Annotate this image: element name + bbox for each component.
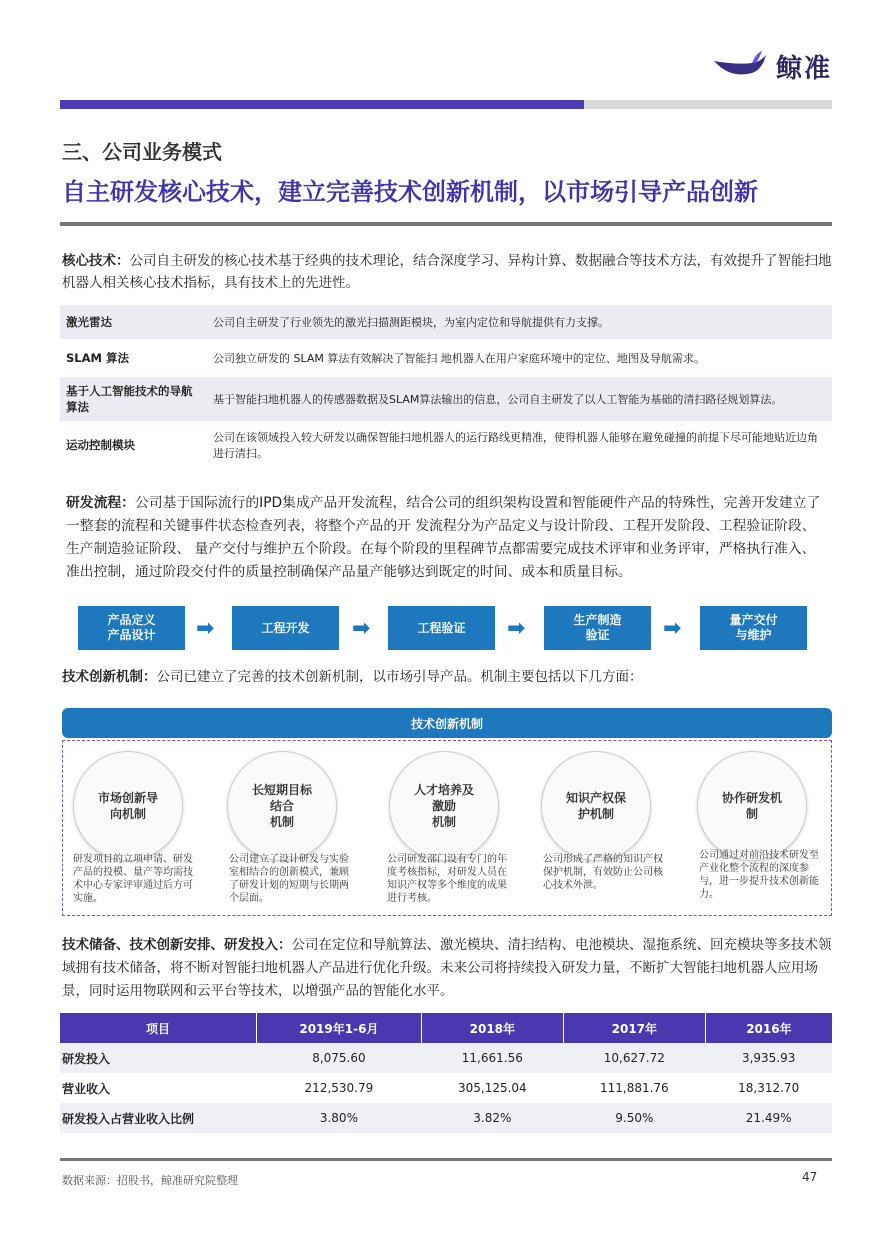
innovation-paragraph: [62, 666, 832, 688]
rd-process-text: 公司基于国际流行的IPD集成产品开发流程，结合公司的组织架构设置和智能硬件产品的特殊性，完善开发建立了一整套的流程和关键事件状态检查列表，将整个产品的开 发流程分为产品定义与设计阶段、工程开发阶段、工程验证阶段、生产制造验证阶段、 量产交付与维护五个阶段。在每个阶段的里程碑节点都需要完成技术评审和业务评审，严格执行准入、准出控制，通过阶段交付件的质量控制确保产品量产能够达到既定的时间、成本和质量目标。: [66, 495, 821, 580]
rd-investment-table: [60, 1013, 832, 1133]
table-row: [60, 1103, 832, 1133]
mechanism-desc: 公司形成了严格的知识产权保护机制，有效防止公司核心技术外泄。: [543, 854, 663, 891]
flow-step: 工程开发: [232, 606, 339, 650]
table-cell: 305,125.04: [421, 1073, 563, 1103]
flow-step: 工程验证: [388, 606, 495, 650]
whale-icon: [712, 49, 768, 85]
tech-name: 激光雷达: [66, 315, 112, 329]
tech-name: 基于人工智能技术的导航算法: [66, 384, 193, 414]
core-tech-table: [60, 305, 832, 469]
data-source: 数据来源：招股书，鲸准研究院整理: [62, 1174, 238, 1187]
column-header: 项目: [60, 1013, 257, 1043]
column-header: 2016年: [705, 1013, 832, 1043]
tech-name: 运动控制模块: [66, 438, 135, 452]
column-header: 2019年1-6月: [257, 1013, 422, 1043]
table-cell: 18,312.70: [705, 1073, 832, 1103]
core-tech-text: 公司自主研发的核心技术基于经典的技术理论，结合深度学习、异构计算、数据融合等技术方法，有效提升了智能扫地机器人相关核心技术指标，具有技术上的先进性。: [62, 253, 832, 291]
table-header-row: [60, 1013, 832, 1043]
footer-divider: [60, 1158, 832, 1161]
table-row: [60, 421, 832, 469]
table-cell: 21.49%: [705, 1103, 832, 1133]
brand-logo: [712, 48, 832, 85]
flow-step: 产品定义 产品设计: [78, 606, 185, 650]
rd-process-paragraph: [66, 492, 828, 584]
process-flow: [60, 606, 832, 650]
core-tech-paragraph: [62, 250, 832, 294]
table-row: [60, 339, 832, 377]
table-cell: 212,530.79: [257, 1073, 422, 1103]
tech-desc: 基于智能扫地机器人的传感器数据及SLAM算法输出的信息，公司自主研发了以人工智能为基础的清扫路径规划算法。: [213, 393, 783, 406]
flow-step: 量产交付 与维护: [700, 606, 807, 650]
core-tech-label: 核心技术：: [62, 253, 130, 269]
arrow-right-icon: ➡: [507, 616, 526, 641]
mechanism-circle: 协作研发机 制: [697, 751, 807, 861]
mechanism-desc: 公司通过对前沿技术研发至产业化整个流程的深度参与，进一步提升技术创新能力。: [699, 850, 819, 900]
mechanism-circle: 人才培养及 激励 机制: [389, 751, 499, 861]
table-row: [60, 1043, 832, 1073]
brand-name: 鲸准: [775, 54, 832, 84]
table-cell: 3.80%: [257, 1103, 422, 1133]
table-cell: 111,881.76: [563, 1073, 705, 1103]
tech-desc: 公司在该领域投入较大研发以确保智能扫地机器人的运行路线更精准，使得机器人能够在避免碰撞的前提下尽可能地贴近边角进行清扫。: [213, 431, 818, 460]
table-row: [60, 377, 832, 421]
flow-step: 生产制造 验证: [544, 606, 651, 650]
table-cell: 8,075.60: [257, 1043, 422, 1073]
tech-reserve-text: 公司在定位和导航算法、激光模块、清扫结构、电池模块、湿拖系统、回充模块等多技术领域拥有技术储备，将不断对智能扫地机器人产品进行优化升级。未来公司将持续投入研发力量，不断扩大智能扫地机器人应用场景，同时运用物联网和云平台等技术，以增强产品的智能化水平。: [62, 937, 832, 999]
mechanism-header: 技术创新机制: [62, 708, 832, 738]
mechanism-circle: 知识产权保 护机制: [541, 751, 651, 861]
row-label: 研发投入: [60, 1043, 257, 1073]
page-title: 自主研发核心技术，建立完善技术创新机制，以市场引导产品创新: [62, 178, 758, 206]
table-cell: 11,661.56: [421, 1043, 563, 1073]
mechanism-frame: [62, 740, 832, 916]
table-row: [60, 305, 832, 339]
table-cell: 9.50%: [563, 1103, 705, 1133]
table-cell: 3.82%: [421, 1103, 563, 1133]
mechanism-desc: 研发项目的立项申请、研发产品的投模、量产等均需技术中心专家评审通过后方可实施。: [73, 854, 193, 904]
header-bar-gray: [584, 100, 832, 109]
row-label: 研发投入占营业收入比例: [60, 1103, 257, 1133]
tech-desc: 公司独立研发的 SLAM 算法有效解决了智能扫 地机器人在用户家庭环境中的定位、地图及导航需求。: [213, 352, 705, 365]
table-cell: 3,935.93: [705, 1043, 832, 1073]
mechanism-desc: 公司建立了设计研发与实验室相结合的创新模式，兼顾了研发计划的短期与长期两个层面。: [229, 854, 349, 904]
mechanism-desc: 公司研发部门设有专门的年度考核指标，对研发人员在知识产权等多个维度的成果进行考核。: [387, 854, 507, 904]
column-header: 2018年: [421, 1013, 563, 1043]
innovation-label: 技术创新机制：: [62, 669, 157, 685]
page-number: 47: [802, 1170, 818, 1184]
header-bar-accent: [60, 100, 584, 109]
tech-reserve-label: 技术储备、技术创新安排、研发投入：: [62, 937, 292, 953]
mechanism-circle: 市场创新导 向机制: [73, 751, 183, 861]
rd-process-label: 研发流程：: [66, 495, 135, 511]
tech-reserve-paragraph: [62, 934, 832, 1003]
column-header: 2017年: [563, 1013, 705, 1043]
table-cell: 10,627.72: [563, 1043, 705, 1073]
tech-name: SLAM 算法: [66, 351, 129, 365]
arrow-right-icon: ➡: [352, 616, 371, 641]
arrow-right-icon: ➡: [196, 616, 215, 641]
tech-desc: 公司自主研发了行业领先的激光扫描测距模块，为室内定位和导航提供有力支撑。: [213, 316, 609, 329]
mechanism-circle: 长短期目标 结合 机制: [227, 751, 337, 861]
title-divider: [60, 222, 832, 226]
arrow-right-icon: ➡: [663, 616, 682, 641]
row-label: 营业收入: [60, 1073, 257, 1103]
innovation-text: 公司已建立了完善的技术创新机制，以市场引导产品。机制主要包括以下几方面：: [156, 669, 643, 685]
table-row: [60, 1073, 832, 1103]
section-heading: 三、公司业务模式: [62, 140, 222, 164]
